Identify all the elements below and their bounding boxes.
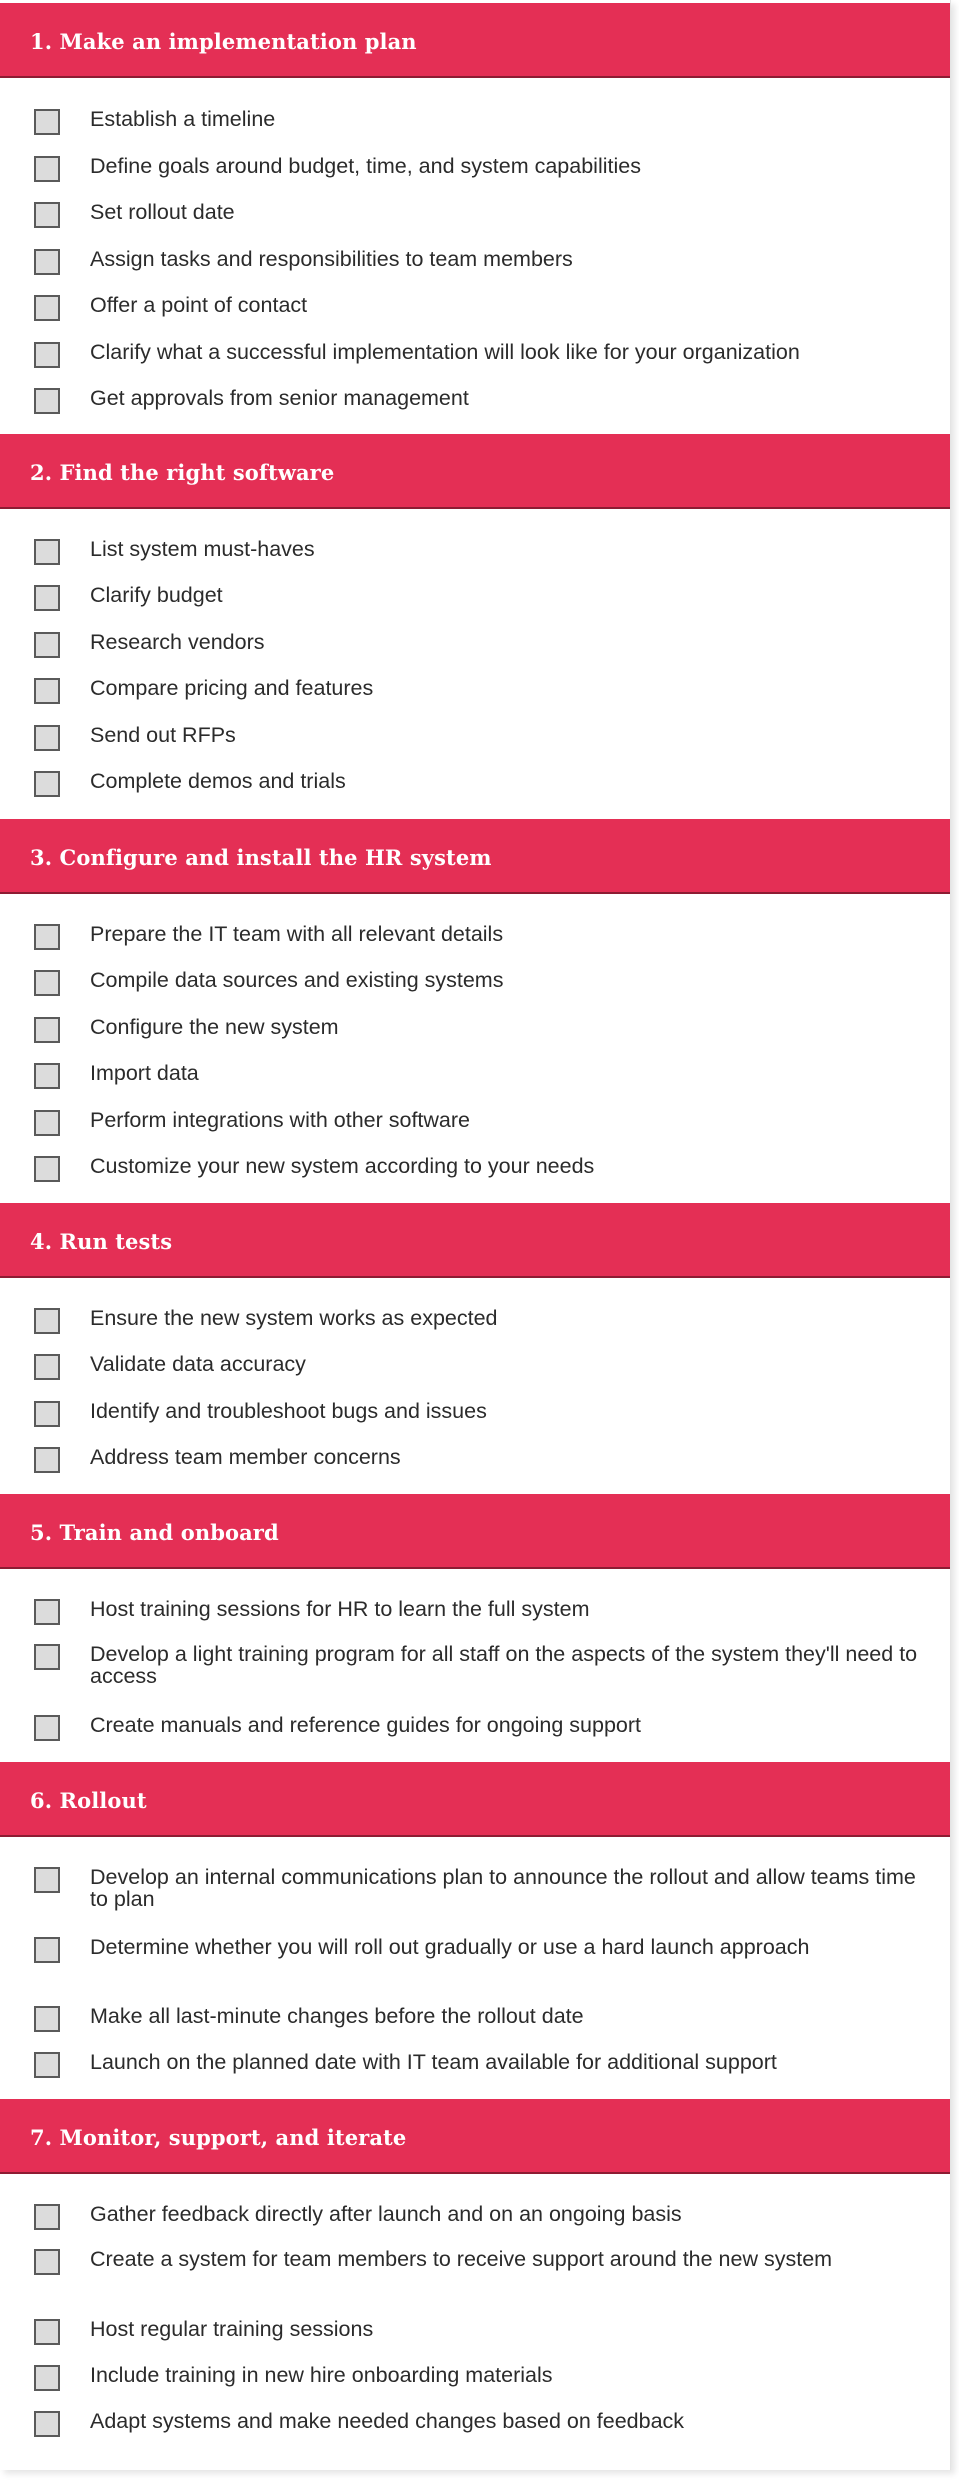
empty-checkbox-icon[interactable] bbox=[34, 1447, 60, 1473]
item-label: Get approvals from senior management bbox=[90, 386, 469, 410]
item-label: Configure the new system bbox=[90, 1015, 339, 1039]
empty-checkbox-icon[interactable] bbox=[34, 539, 60, 565]
item-label: Complete demos and trials bbox=[90, 769, 346, 793]
item-label: Compile data sources and existing systems bbox=[90, 968, 504, 992]
empty-checkbox-icon[interactable] bbox=[34, 924, 60, 950]
section-body bbox=[0, 1278, 950, 1494]
empty-checkbox-icon[interactable] bbox=[34, 1867, 60, 1893]
empty-checkbox-icon[interactable] bbox=[34, 388, 60, 414]
empty-checkbox-icon[interactable] bbox=[34, 2052, 60, 2078]
item-label: Assign tasks and responsibilities to team members bbox=[90, 247, 573, 271]
empty-checkbox-icon[interactable] bbox=[34, 1401, 60, 1427]
item-label: Perform integrations with other software bbox=[90, 1108, 470, 1132]
empty-checkbox-icon[interactable] bbox=[34, 585, 60, 611]
item-label: Adapt systems and make needed changes based on feedback bbox=[90, 2409, 685, 2433]
item-label: Determine whether you will roll out gradually or use a hard launch approach bbox=[90, 1935, 810, 1959]
empty-checkbox-icon[interactable] bbox=[34, 1017, 60, 1043]
section-monitor-support bbox=[0, 2099, 950, 2449]
item-label: Create manuals and reference guides for ongoing support bbox=[90, 1713, 641, 1737]
item-label: Create a system for team members to receive support around the new system bbox=[90, 2247, 833, 2271]
item-label: Host training sessions for HR to learn the full system bbox=[90, 1597, 590, 1621]
empty-checkbox-icon[interactable] bbox=[34, 1308, 60, 1334]
item-label: Offer a point of contact bbox=[90, 293, 308, 317]
section-header bbox=[0, 1203, 950, 1278]
section-title: 4. Run tests bbox=[30, 1229, 173, 1254]
section-header bbox=[0, 2099, 950, 2174]
section-body bbox=[0, 78, 950, 434]
section-body bbox=[0, 894, 950, 1203]
empty-checkbox-icon[interactable] bbox=[34, 295, 60, 321]
empty-checkbox-icon[interactable] bbox=[34, 1063, 60, 1089]
item-label: List system must-haves bbox=[90, 537, 315, 561]
empty-checkbox-icon[interactable] bbox=[34, 1156, 60, 1182]
empty-checkbox-icon[interactable] bbox=[34, 1715, 60, 1741]
empty-checkbox-icon[interactable] bbox=[34, 202, 60, 228]
empty-checkbox-icon[interactable] bbox=[34, 632, 60, 658]
empty-checkbox-icon[interactable] bbox=[34, 771, 60, 797]
item-label: Establish a timeline bbox=[90, 107, 276, 131]
section-header bbox=[0, 819, 950, 894]
empty-checkbox-icon[interactable] bbox=[34, 2319, 60, 2345]
empty-checkbox-icon[interactable] bbox=[34, 342, 60, 368]
item-label: Identify and troubleshoot bugs and issues bbox=[90, 1399, 487, 1423]
section-configure-install bbox=[0, 819, 950, 1203]
section-title: 1. Make an implementation plan bbox=[30, 29, 417, 54]
section-make-implementation-plan bbox=[0, 3, 950, 434]
empty-checkbox-icon[interactable] bbox=[34, 970, 60, 996]
item-label: Host regular training sessions bbox=[90, 2317, 374, 2341]
section-title: 7. Monitor, support, and iterate bbox=[30, 2125, 407, 2150]
section-title: 3. Configure and install the HR system bbox=[30, 845, 492, 870]
empty-checkbox-icon[interactable] bbox=[34, 109, 60, 135]
item-label: Develop an internal communications plan to announce the rollout and allow teams time to plan bbox=[90, 1865, 916, 1911]
section-header bbox=[0, 3, 950, 78]
empty-checkbox-icon[interactable] bbox=[34, 249, 60, 275]
empty-checkbox-icon[interactable] bbox=[34, 1644, 60, 1670]
item-label: Clarify budget bbox=[90, 583, 223, 607]
section-body bbox=[0, 509, 950, 819]
empty-checkbox-icon[interactable] bbox=[34, 1599, 60, 1625]
empty-checkbox-icon[interactable] bbox=[34, 678, 60, 704]
item-label: Launch on the planned date with IT team available for additional support bbox=[90, 2050, 777, 2074]
item-label: Send out RFPs bbox=[90, 723, 236, 747]
empty-checkbox-icon[interactable] bbox=[34, 2249, 60, 2275]
section-train-onboard bbox=[0, 1494, 950, 1762]
item-label: Define goals around budget, time, and system capabilities bbox=[90, 154, 641, 178]
empty-checkbox-icon[interactable] bbox=[34, 1110, 60, 1136]
item-label: Validate data accuracy bbox=[90, 1352, 306, 1376]
section-body bbox=[0, 1837, 950, 2099]
item-label: Customize your new system according to your needs bbox=[90, 1154, 595, 1178]
section-title: 5. Train and onboard bbox=[30, 1520, 279, 1545]
item-label: Import data bbox=[90, 1061, 199, 1085]
item-label: Develop a light training program for all staff on the aspects of the system they'll need to access bbox=[90, 1642, 918, 1688]
section-run-tests bbox=[0, 1203, 950, 1494]
empty-checkbox-icon[interactable] bbox=[34, 1937, 60, 1963]
section-header bbox=[0, 434, 950, 509]
section-title: 6. Rollout bbox=[30, 1788, 147, 1813]
item-label: Prepare the IT team with all relevant details bbox=[90, 922, 504, 946]
empty-checkbox-icon[interactable] bbox=[34, 2204, 60, 2230]
item-label: Set rollout date bbox=[90, 200, 235, 224]
section-header bbox=[0, 1762, 950, 1837]
item-label: Address team member concerns bbox=[90, 1445, 401, 1469]
section-header bbox=[0, 1494, 950, 1569]
item-label: Include training in new hire onboarding materials bbox=[90, 2363, 553, 2387]
section-rollout bbox=[0, 1762, 950, 2099]
empty-checkbox-icon[interactable] bbox=[34, 156, 60, 182]
section-title: 2. Find the right software bbox=[30, 460, 335, 485]
empty-checkbox-icon[interactable] bbox=[34, 2411, 60, 2437]
empty-checkbox-icon[interactable] bbox=[34, 2006, 60, 2032]
section-body bbox=[0, 2174, 950, 2449]
section-body bbox=[0, 1569, 950, 1762]
item-label: Compare pricing and features bbox=[90, 676, 374, 700]
item-label: Clarify what a successful implementation will look like for your organization bbox=[90, 340, 800, 364]
empty-checkbox-icon[interactable] bbox=[34, 725, 60, 751]
item-label: Gather feedback directly after launch and on an ongoing basis bbox=[90, 2202, 682, 2226]
item-label: Make all last-minute changes before the rollout date bbox=[90, 2004, 584, 2028]
item-label: Ensure the new system works as expected bbox=[90, 1306, 498, 1330]
section-find-right-software bbox=[0, 434, 950, 819]
empty-checkbox-icon[interactable] bbox=[34, 1354, 60, 1380]
item-label: Research vendors bbox=[90, 630, 265, 654]
empty-checkbox-icon[interactable] bbox=[34, 2365, 60, 2391]
